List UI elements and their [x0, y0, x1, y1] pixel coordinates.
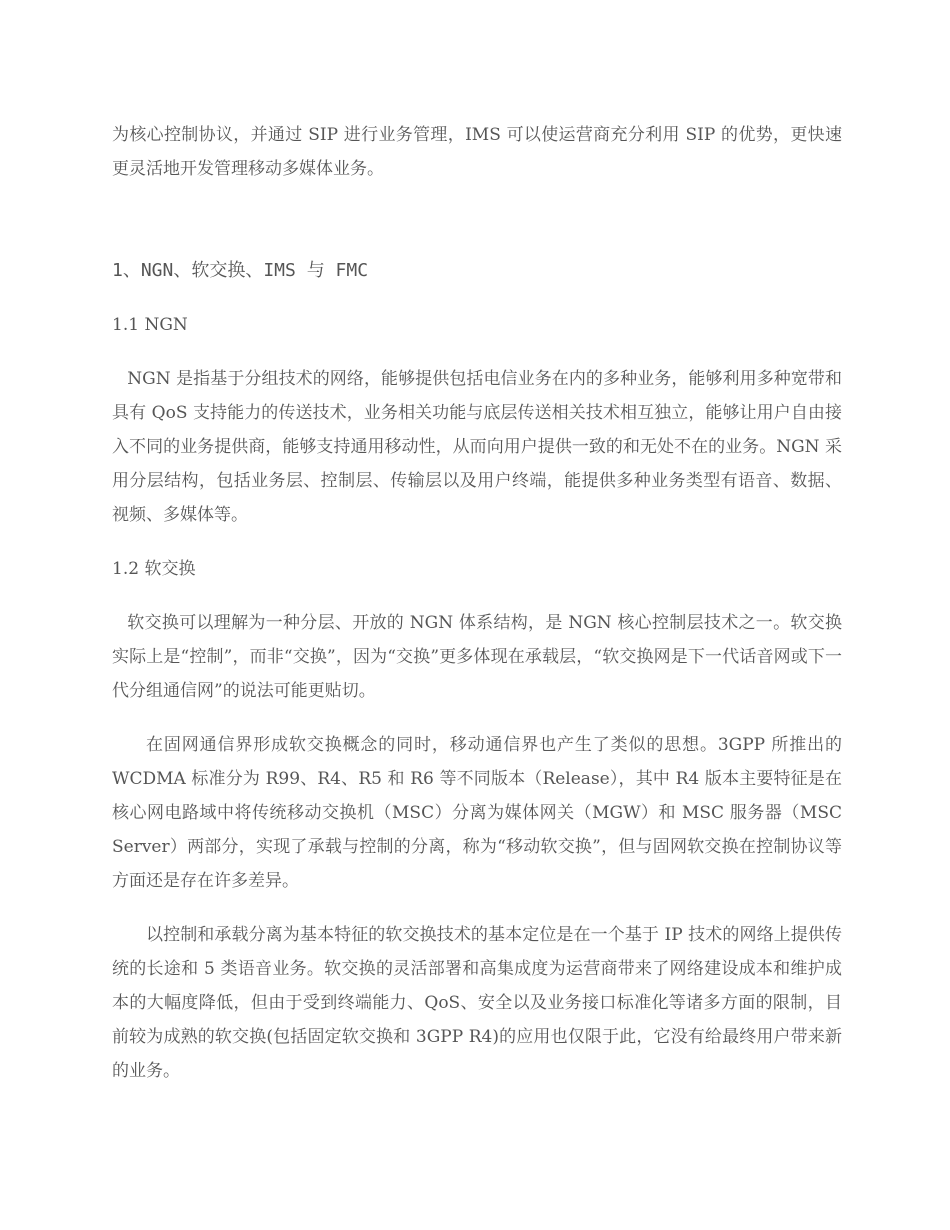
subsection-title-ngn: 1.1 NGN	[112, 315, 188, 335]
subsection-title-softswitch: 1.2 软交换	[112, 559, 196, 579]
section-spacer	[112, 186, 842, 254]
paragraph-softswitch-1: 软交换可以理解为一种分层、开放的 NGN 体系结构，是 NGN 核心控制层技术之一。软交换实际上是“控制”，而非“交换”，因为“交换”更多体现在承载层，“软交换网是下一代话音网或下一代分组通信网”的说法可能更贴切。	[112, 613, 842, 701]
paragraph-ngn: NGN 是指基于分组技术的网络，能够提供包括电信业务在内的多种业务，能够利用多种宽带和具有 QoS 支持能力的传送技术，业务相关功能与底层传送相关技术相互独立，能够让用户自由接入不同的业务提供商，能够支持通用移动性，从而向用户提供一致的和无处不在的业务。NGN 采用分层结构，包括业务层、控制层、传输层以及用户终端，能提供多种业务类型有语音、数据、视频、多媒体等。	[112, 369, 842, 525]
intro-paragraph: 为核心控制协议，并通过 SIP 进行业务管理，IMS 可以使运营商充分利用 SIP 的优势，更快速更灵活地开发管理移动多媒体业务。	[112, 125, 842, 179]
section-heading: 1、NGN、软交换、IMS 与 FMC	[112, 260, 369, 281]
paragraph-softswitch-3: 以控制和承载分离为基本特征的软交换技术的基本定位是在一个基于 IP 技术的网络上提供传统的长途和 5 类语音业务。软交换的灵活部署和高集成度为运营商带来了网络建设成本和维护成本的大幅度降低，但由于受到终端能力、QoS、安全以及业务接口标准化等诸多方面的限制，目前较为成熟的软交换(包括固定软交换和 3GPP R4)的应用也仅限于此，它没有给最终用户带来新的业务。	[112, 925, 842, 1081]
document-page	[112, 118, 842, 1108]
paragraph-softswitch-2: 在固网通信界形成软交换概念的同时，移动通信界也产生了类似的思想。3GPP 所推出的 WCDMA 标准分为 R99、R4、R5 和 R6 等不同版本（Release），其中 R4 版本主要特征是在核心网电路域中将传统移动交换机（MSC）分离为媒体网关（MGW）和 MSC 服务器（MSC Server）两部分，实现了承载与控制的分离，称为“移动软交换”，但与固网软交换在控制协议等方面还是存在许多差异。	[112, 735, 842, 891]
